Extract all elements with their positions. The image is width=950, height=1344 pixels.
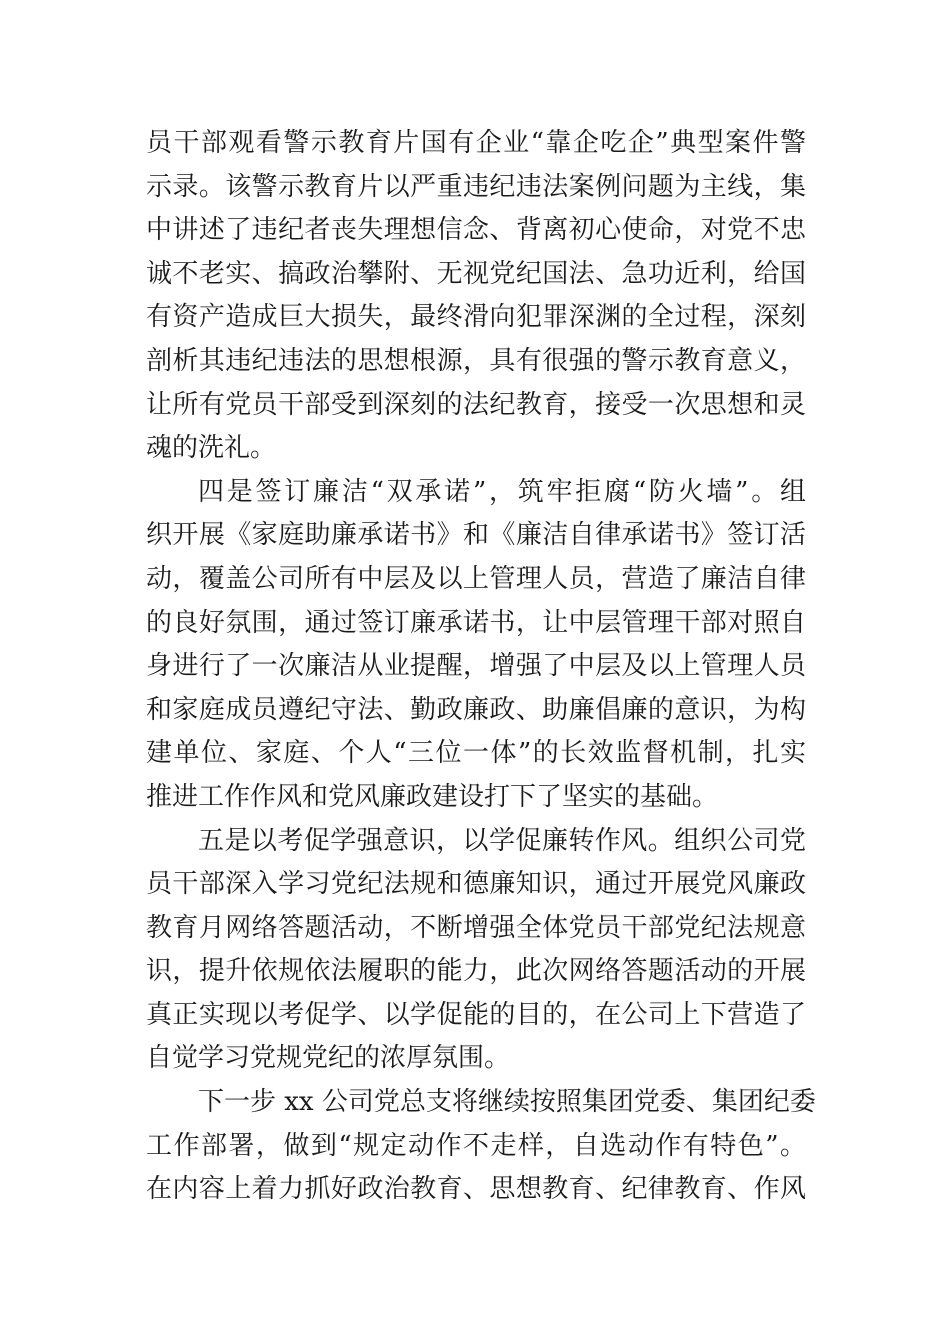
text-line: 魂的洗礼。 <box>146 433 277 464</box>
text-line: 下一步 xx 公司党总支将继续按照集团党委、集团纪委 <box>198 1087 816 1118</box>
text-line: 和家庭成员遵纪守法、勤政廉政、助廉倡廉的意识，为构 <box>146 694 806 725</box>
text-line: 识，提升依规依法履职的能力，此次网络答题活动的开展 <box>146 956 806 987</box>
text-line: 员干部观看警示教育片国有企业“靠企吃企”典型案件警 <box>146 128 806 158</box>
text-line: 剖析其违纪违法的思想根源，具有很强的警示教育意义， <box>146 345 806 376</box>
text-line: 自觉学习党规党纪的浓厚氛围。 <box>146 1043 511 1074</box>
text-line: 让所有党员干部受到深刻的法纪教育，接受一次思想和灵 <box>146 389 806 420</box>
text-line: 动，覆盖公司所有中层及以上管理人员，营造了廉洁自律 <box>146 563 806 594</box>
text-line: 织开展《家庭助廉承诺书》和《廉洁自律承诺书》签订活 <box>146 520 806 551</box>
text-line: 中讲述了违纪者丧失理想信念、背离初心使命，对党不忠 <box>146 215 806 246</box>
text-line: 的良好氛围，通过签订廉承诺书，让中层管理干部对照自 <box>146 607 806 638</box>
text-line: 建单位、家庭、个人“三位一体”的长效监督机制，扎实 <box>146 738 806 769</box>
text-line: 诚不老实、搞政治攀附、无视党纪国法、急功近利，给国 <box>146 258 806 289</box>
text-line: 四是签订廉洁“双承诺”，筑牢拒腐“防火墙”。组 <box>198 476 806 507</box>
text-line: 在内容上着力抓好政治教育、思想教育、纪律教育、作风 <box>146 1174 806 1205</box>
text-line: 身进行了一次廉洁从业提醒，增强了中层及以上管理人员 <box>146 651 806 682</box>
text-line: 有资产造成巨大损失，最终滑向犯罪深渊的全过程，深刻 <box>146 302 806 333</box>
text-line: 五是以考促学强意识，以学促廉转作风。组织公司党 <box>198 825 806 856</box>
text-line: 真正实现以考促学、以学促能的目的，在公司上下营造了 <box>146 999 806 1030</box>
text-line: 教育月网络答题活动，不断增强全体党员干部党纪法规意 <box>146 912 806 943</box>
document-body <box>146 122 816 1212</box>
text-line: 员干部深入学习党纪法规和德廉知识，通过开展党风廉政 <box>146 869 806 900</box>
text-line: 推进工作作风和党风廉政建设打下了坚实的基础。 <box>146 781 719 812</box>
text-line: 工作部署，做到“规定动作不走样，自选动作有特色”。 <box>146 1130 806 1161</box>
text-line: 示录。该警示教育片以严重违纪违法案例问题为主线，集 <box>146 171 806 202</box>
